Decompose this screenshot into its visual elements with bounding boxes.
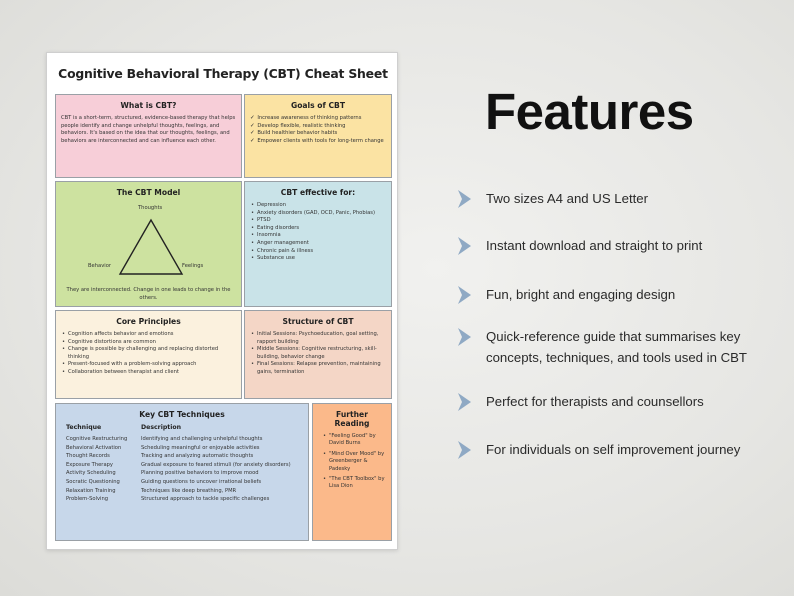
feature-item — [456, 188, 776, 209]
effective-for-list — [250, 202, 386, 263]
technique-description: Techniques like deep breathing, PMR — [141, 487, 237, 494]
technique-name: Behavioral Activation — [66, 444, 122, 451]
checkmark-icon: ✓ — [250, 115, 255, 121]
structure-list — [250, 331, 386, 377]
goals-heading: Goals of CBT — [290, 101, 346, 110]
cbt-model-box — [55, 181, 242, 307]
core-principles-list — [61, 331, 236, 377]
effective-for-heading: CBT effective for: — [280, 188, 356, 197]
checkmark-icon: ✓ — [250, 122, 255, 129]
technique-description: Structured approach to tackle specific challenges — [141, 496, 270, 503]
technique-description: Identifying and challenging unhelpful thoughts — [141, 436, 263, 442]
feature-text: Perfect for therapists and counsellors — [486, 394, 704, 409]
description-header: Description — [141, 424, 182, 431]
technique-column — [61, 424, 141, 504]
technique-description: Planning positive behaviors to improve mood — [141, 470, 259, 477]
what-is-cbt-heading: What is CBT? — [120, 101, 177, 110]
goal-item: ✓ Increase awareness of thinking patterns — [250, 115, 362, 121]
list-item: • Eating disorders — [250, 225, 386, 233]
list-item: • PTSD — [250, 217, 386, 225]
model-caption: They are interconnected. Change in one leads to change in the others. — [66, 287, 231, 301]
list-item: • "Mind Over Mood" by Greenberger & Padesky — [322, 451, 386, 473]
goals-list — [250, 115, 386, 145]
technique-description: Gradual exposure to feared stimuli (for anxiety disorders) — [141, 461, 291, 468]
feature-item — [456, 439, 776, 460]
technique-header: Technique — [66, 424, 102, 431]
chevron-right-icon — [456, 189, 472, 209]
cbt-model-diagram — [61, 202, 236, 302]
list-item: • Middle Sessions: Cognitive restructuring, skill-building, behavior change — [250, 346, 386, 361]
feelings-label: Feelings — [182, 263, 204, 269]
technique-description: Guiding questions to uncover irrational beliefs — [141, 478, 262, 485]
feature-item — [456, 235, 776, 256]
list-item: • Depression — [250, 202, 386, 210]
feature-item — [456, 326, 776, 368]
feature-item — [456, 284, 776, 305]
feature-text: Fun, bright and engaging design — [486, 287, 676, 302]
feature-item — [456, 391, 776, 412]
list-item: • Insomnia — [250, 232, 386, 240]
technique-description: Tracking and analyzing automatic thoughts — [141, 453, 254, 460]
core-principles-heading: Core Principles — [116, 317, 181, 326]
core-principles-box — [55, 310, 242, 399]
triangle-diagram — [61, 202, 236, 287]
what-is-cbt-box — [55, 94, 242, 178]
goal-item: ✓ Build healthier behavior habits — [250, 130, 338, 137]
feature-text: For individuals on self improvement journey — [486, 442, 741, 457]
techniques-heading: Key CBT Techniques — [139, 410, 225, 419]
further-reading-box — [312, 403, 392, 541]
list-item: • Cognitive distortions are common — [61, 339, 236, 347]
sheet-title: Cognitive Behavioral Therapy (CBT) Cheat Sheet — [58, 66, 388, 81]
technique-name: Thought Records — [66, 453, 110, 460]
thoughts-label: Thoughts — [138, 205, 163, 211]
techniques-table — [61, 424, 303, 504]
chevron-right-icon — [456, 440, 472, 460]
goal-item: ✓ Empower clients with tools for long-term change — [250, 137, 384, 144]
technique-description: Scheduling meaningful or enjoyable activities — [141, 444, 260, 451]
further-reading-heading: Further Reading — [334, 410, 370, 428]
effective-for-box — [244, 181, 392, 307]
checkmark-icon: ✓ — [250, 130, 255, 137]
list-item: • Change is possible by challenging and replacing distorted thinking — [61, 346, 236, 361]
features-heading: Features — [485, 83, 694, 140]
further-reading-list — [318, 433, 386, 491]
chevron-right-icon — [456, 285, 472, 305]
technique-name: Exposure Therapy — [66, 461, 113, 468]
feature-text: Instant download and straight to print — [486, 238, 703, 253]
list-item: • Initial Sessions: Psychoeducation, goal setting, rapport building — [250, 331, 386, 346]
goal-item: ✓ Develop flexible, realistic thinking — [250, 122, 346, 129]
feature-text: Quick-reference guide that summarises key concepts, techniques, and tools used in CBT — [486, 329, 747, 365]
list-item: • Anger management — [250, 240, 386, 248]
chevron-right-icon — [456, 327, 472, 347]
list-item: • Chronic pain & illness — [250, 248, 386, 256]
cbt-model-heading: The CBT Model — [116, 188, 181, 197]
technique-name: Activity Scheduling — [66, 470, 116, 477]
structure-box — [244, 310, 392, 399]
description-column — [141, 424, 303, 504]
technique-name: Socratic Questioning — [66, 478, 120, 485]
chevron-right-icon — [456, 236, 472, 256]
behavior-label: Behavior — [88, 263, 112, 269]
list-item: • Collaboration between therapist and client — [61, 369, 236, 377]
list-item: • Anxiety disorders (GAD, OCD, Panic, Phobias) — [250, 210, 386, 218]
list-item: • Final Sessions: Relapse prevention, maintaining gains, termination — [250, 361, 386, 376]
list-item: • Substance use — [250, 255, 386, 263]
list-item: • Present-focused with a problem-solving approach — [61, 361, 236, 369]
goals-box — [244, 94, 392, 178]
technique-name: Relaxation Training — [66, 487, 116, 494]
checkmark-icon: ✓ — [250, 137, 255, 144]
list-item: • Cognition affects behavior and emotions — [61, 331, 236, 339]
cheat-sheet-preview — [46, 52, 398, 550]
technique-name: Cognitive Restructuring — [66, 436, 128, 442]
list-item: • "Feeling Good" by David Burns — [322, 433, 386, 448]
what-is-cbt-text: CBT is a short-term, structured, evidence-based therapy that helps people identify and change unhelpful thoughts, feelings, and behaviors. It's based on the idea that our thoughts, feelings, and behaviors are interconnected and can influence each other. — [61, 115, 236, 144]
list-item: • "The CBT Toolbox" by Lisa Dion — [322, 476, 386, 491]
techniques-box — [55, 403, 309, 541]
feature-text: Two sizes A4 and US Letter — [486, 191, 648, 206]
chevron-right-icon — [456, 392, 472, 412]
technique-name: Problem-Solving — [66, 496, 109, 503]
structure-heading: Structure of CBT — [282, 317, 354, 326]
